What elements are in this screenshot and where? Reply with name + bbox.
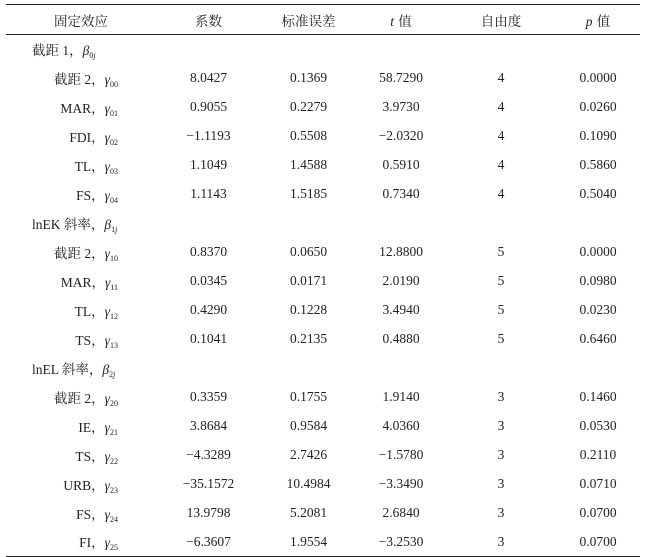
cell-df: 5 bbox=[497, 302, 505, 317]
cell-se: 0.2279 bbox=[289, 99, 328, 114]
header-row bbox=[6, 5, 640, 35]
parameter-subscript: 12 bbox=[110, 311, 118, 321]
empty-cell bbox=[556, 354, 640, 383]
parameter-subscript: 25 bbox=[110, 543, 118, 553]
parameter-subscript: 13 bbox=[110, 340, 118, 350]
cell-p: 0.0000 bbox=[579, 70, 617, 85]
cell-se: 0.2135 bbox=[289, 331, 328, 346]
cell-t: 3.9730 bbox=[382, 99, 420, 114]
cell-t: 12.8800 bbox=[379, 244, 423, 259]
cell-p: 0.0260 bbox=[579, 99, 617, 114]
effect-label bbox=[6, 267, 156, 296]
cell-coef: 0.8370 bbox=[189, 244, 228, 259]
table-row bbox=[6, 528, 640, 557]
empty-cell bbox=[156, 35, 261, 64]
row-label: 截距 2， bbox=[54, 390, 105, 406]
group-label bbox=[6, 35, 156, 64]
cell-t: 1.9140 bbox=[382, 389, 420, 404]
parameter-symbol: γ bbox=[104, 477, 110, 493]
parameter-subscript: 23 bbox=[110, 485, 118, 495]
cell-t: −1.5780 bbox=[378, 447, 424, 462]
parameter-subscript: 20 bbox=[110, 398, 118, 408]
table-row bbox=[6, 93, 640, 122]
parameter-subscript: 11 bbox=[110, 282, 118, 292]
effect-label bbox=[6, 383, 156, 412]
table-row bbox=[6, 151, 640, 180]
cell-t: 0.5910 bbox=[382, 157, 420, 172]
cell-p: 0.6460 bbox=[579, 331, 617, 346]
cell-df: 3 bbox=[497, 447, 505, 462]
parameter-symbol: γ bbox=[104, 187, 110, 203]
row-label: TL， bbox=[74, 303, 105, 319]
header-std-error: 标准误差 bbox=[281, 13, 336, 30]
header-t-value: t 值 bbox=[390, 13, 412, 30]
table-row bbox=[6, 412, 640, 441]
cell-coef: 13.9798 bbox=[186, 505, 231, 520]
cell-coef: −1.1193 bbox=[186, 128, 231, 143]
cell-t: 4.0360 bbox=[382, 418, 420, 433]
cell-df: 4 bbox=[497, 70, 505, 85]
row-label: FS， bbox=[76, 187, 105, 203]
cell-p: 0.0230 bbox=[579, 302, 617, 317]
table-row bbox=[6, 325, 640, 354]
row-label: TS， bbox=[75, 448, 105, 464]
empty-cell bbox=[261, 35, 356, 64]
cell-df: 3 bbox=[497, 389, 505, 404]
row-label: IE， bbox=[78, 419, 105, 435]
empty-cell bbox=[556, 35, 640, 64]
effect-label bbox=[6, 325, 156, 354]
cell-p: 0.1460 bbox=[579, 389, 617, 404]
cell-p: 0.0000 bbox=[579, 244, 617, 259]
empty-cell bbox=[261, 209, 356, 238]
parameter-symbol: γ bbox=[104, 274, 111, 290]
effect-label bbox=[6, 93, 156, 122]
group-header-row bbox=[6, 35, 640, 64]
parameter-symbol: γ bbox=[104, 303, 110, 319]
cell-p: 0.1090 bbox=[579, 128, 617, 143]
cell-se: 10.4984 bbox=[286, 476, 331, 491]
cell-coef: 1.1049 bbox=[189, 157, 228, 172]
cell-p: 0.0530 bbox=[579, 418, 617, 433]
row-label: lnEL 斜率， bbox=[32, 361, 103, 377]
effect-label bbox=[6, 180, 156, 209]
row-label: MAR， bbox=[60, 100, 105, 116]
cell-df: 4 bbox=[497, 99, 505, 114]
table-header bbox=[6, 5, 640, 35]
cell-p: 0.0700 bbox=[579, 505, 617, 520]
row-label: TS， bbox=[75, 332, 105, 348]
group-header-row bbox=[6, 354, 640, 383]
cell-df: 3 bbox=[497, 476, 505, 491]
cell-se: 1.4588 bbox=[289, 157, 328, 172]
row-label: lnEK 斜率， bbox=[32, 216, 105, 232]
effect-label bbox=[6, 122, 156, 151]
effect-label bbox=[6, 441, 156, 470]
row-label: TL， bbox=[74, 158, 105, 174]
table-row bbox=[6, 499, 640, 528]
parameter-subscript: 04 bbox=[110, 195, 118, 205]
cell-se: 0.1228 bbox=[289, 302, 328, 317]
parameter-subscript: 00 bbox=[110, 79, 118, 89]
parameter-symbol: γ bbox=[104, 419, 110, 435]
cell-t: −3.2530 bbox=[378, 533, 424, 549]
cell-p: 0.0700 bbox=[579, 533, 617, 549]
cell-coef: 0.1041 bbox=[189, 331, 228, 346]
effect-label bbox=[6, 528, 156, 557]
cell-coef: −6.3607 bbox=[186, 533, 231, 549]
cell-se: 0.1755 bbox=[289, 389, 328, 404]
cell-coef: 0.4290 bbox=[189, 302, 228, 317]
cell-se: 2.7426 bbox=[289, 447, 328, 462]
fixed-effects-table bbox=[6, 4, 640, 557]
row-label: 截距 1， bbox=[32, 42, 83, 58]
parameter-symbol: β bbox=[82, 42, 90, 58]
cell-se: 5.2081 bbox=[289, 505, 328, 520]
parameter-subscript: 01 bbox=[110, 108, 118, 118]
effect-label bbox=[6, 296, 156, 325]
parameter-subscript: 24 bbox=[110, 514, 118, 524]
cell-coef: 3.8684 bbox=[189, 418, 228, 433]
cell-coef: −35.1572 bbox=[182, 476, 235, 491]
effect-label bbox=[6, 499, 156, 528]
effect-label bbox=[6, 238, 156, 267]
cell-df: 5 bbox=[497, 331, 505, 346]
cell-se: 0.0650 bbox=[289, 244, 328, 259]
header-fixed-effect: 固定效应 bbox=[54, 13, 108, 30]
cell-df: 5 bbox=[497, 273, 505, 288]
cell-p: 0.5040 bbox=[579, 186, 617, 201]
cell-p: 0.0710 bbox=[579, 476, 617, 491]
parameter-symbol: γ bbox=[104, 506, 110, 522]
table-row bbox=[6, 296, 640, 325]
table-row bbox=[6, 441, 640, 470]
table-row bbox=[6, 470, 640, 499]
parameter-subscript: 1j bbox=[111, 224, 118, 234]
cell-se: 0.0171 bbox=[289, 273, 328, 288]
empty-cell bbox=[156, 209, 261, 238]
cell-coef: 0.3359 bbox=[189, 389, 228, 404]
cell-t: 3.4940 bbox=[382, 302, 420, 317]
parameter-subscript: 03 bbox=[110, 166, 118, 176]
parameter-subscript: 0j bbox=[89, 50, 96, 60]
parameter-symbol: γ bbox=[104, 100, 110, 116]
cell-p: 0.0980 bbox=[579, 273, 617, 288]
parameter-subscript: 10 bbox=[110, 253, 118, 263]
header-coefficient: 系数 bbox=[195, 13, 222, 30]
parameter-symbol: γ bbox=[104, 390, 110, 406]
cell-p: 0.2110 bbox=[579, 447, 617, 462]
cell-p: 0.5860 bbox=[579, 157, 617, 172]
cell-coef: 1.1143 bbox=[190, 186, 227, 201]
cell-se: 0.5508 bbox=[289, 128, 328, 143]
table-row bbox=[6, 180, 640, 209]
cell-coef: 0.0345 bbox=[189, 273, 228, 288]
cell-df: 4 bbox=[497, 157, 505, 172]
cell-t: 2.0190 bbox=[382, 273, 420, 288]
cell-coef: 8.0427 bbox=[189, 70, 228, 85]
cell-t: −3.3490 bbox=[378, 476, 424, 491]
row-label: FI， bbox=[79, 535, 105, 551]
group-label bbox=[6, 354, 156, 383]
parameter-symbol: γ bbox=[104, 448, 110, 464]
cell-se: 0.1369 bbox=[289, 70, 328, 85]
row-label: MAR， bbox=[60, 274, 105, 290]
parameter-subscript: 02 bbox=[110, 137, 118, 147]
cell-df: 4 bbox=[497, 128, 505, 143]
cell-df: 3 bbox=[497, 418, 505, 433]
effect-label bbox=[6, 64, 156, 93]
empty-cell bbox=[356, 209, 446, 238]
table-row bbox=[6, 383, 640, 412]
parameter-symbol: γ bbox=[104, 129, 110, 145]
header-df: 自由度 bbox=[480, 13, 522, 30]
row-label: URB， bbox=[63, 477, 105, 493]
cell-df: 3 bbox=[497, 505, 505, 520]
parameter-symbol: γ bbox=[104, 332, 110, 348]
parameter-symbol: β bbox=[104, 216, 112, 232]
row-label: FDI， bbox=[69, 129, 105, 145]
table-row bbox=[6, 238, 640, 267]
table-row bbox=[6, 64, 640, 93]
cell-t: 0.7340 bbox=[382, 186, 420, 201]
cell-t: 58.7290 bbox=[379, 70, 423, 85]
cell-t: −2.0320 bbox=[378, 128, 424, 143]
empty-cell bbox=[356, 35, 446, 64]
cell-se: 1.9554 bbox=[289, 533, 328, 549]
header-p-value: p 值 bbox=[585, 13, 611, 30]
cell-se: 0.9584 bbox=[289, 418, 328, 433]
group-header-row bbox=[6, 209, 640, 238]
effect-label bbox=[6, 151, 156, 180]
table-row bbox=[6, 267, 640, 296]
row-label: 截距 2， bbox=[54, 71, 105, 87]
parameter-subscript: 22 bbox=[110, 456, 118, 466]
effect-label bbox=[6, 470, 156, 499]
row-label: FS， bbox=[76, 506, 105, 522]
row-label: 截距 2， bbox=[54, 245, 105, 261]
group-label bbox=[6, 209, 156, 238]
empty-cell bbox=[446, 354, 556, 383]
empty-cell bbox=[556, 209, 640, 238]
empty-cell bbox=[446, 35, 556, 64]
cell-df: 4 bbox=[497, 186, 505, 201]
cell-coef: −4.3289 bbox=[186, 447, 231, 462]
cell-coef: 0.9055 bbox=[189, 99, 228, 114]
parameter-subscript: 21 bbox=[110, 427, 118, 437]
cell-se: 1.5185 bbox=[289, 186, 328, 201]
parameter-symbol: γ bbox=[104, 535, 110, 551]
empty-cell bbox=[356, 354, 446, 383]
parameter-subscript: 2j bbox=[109, 369, 116, 379]
parameter-symbol: γ bbox=[104, 158, 110, 174]
parameter-symbol: γ bbox=[104, 245, 110, 261]
empty-cell bbox=[446, 209, 556, 238]
table-body bbox=[6, 35, 640, 557]
cell-df: 5 bbox=[497, 244, 505, 259]
parameter-symbol: γ bbox=[104, 71, 110, 87]
cell-t: 0.4880 bbox=[382, 331, 420, 346]
effect-label bbox=[6, 412, 156, 441]
parameter-symbol: β bbox=[102, 361, 110, 377]
empty-cell bbox=[156, 354, 261, 383]
empty-cell bbox=[261, 354, 356, 383]
table-row bbox=[6, 122, 640, 151]
cell-t: 2.6840 bbox=[382, 505, 420, 520]
cell-df: 3 bbox=[497, 533, 505, 549]
